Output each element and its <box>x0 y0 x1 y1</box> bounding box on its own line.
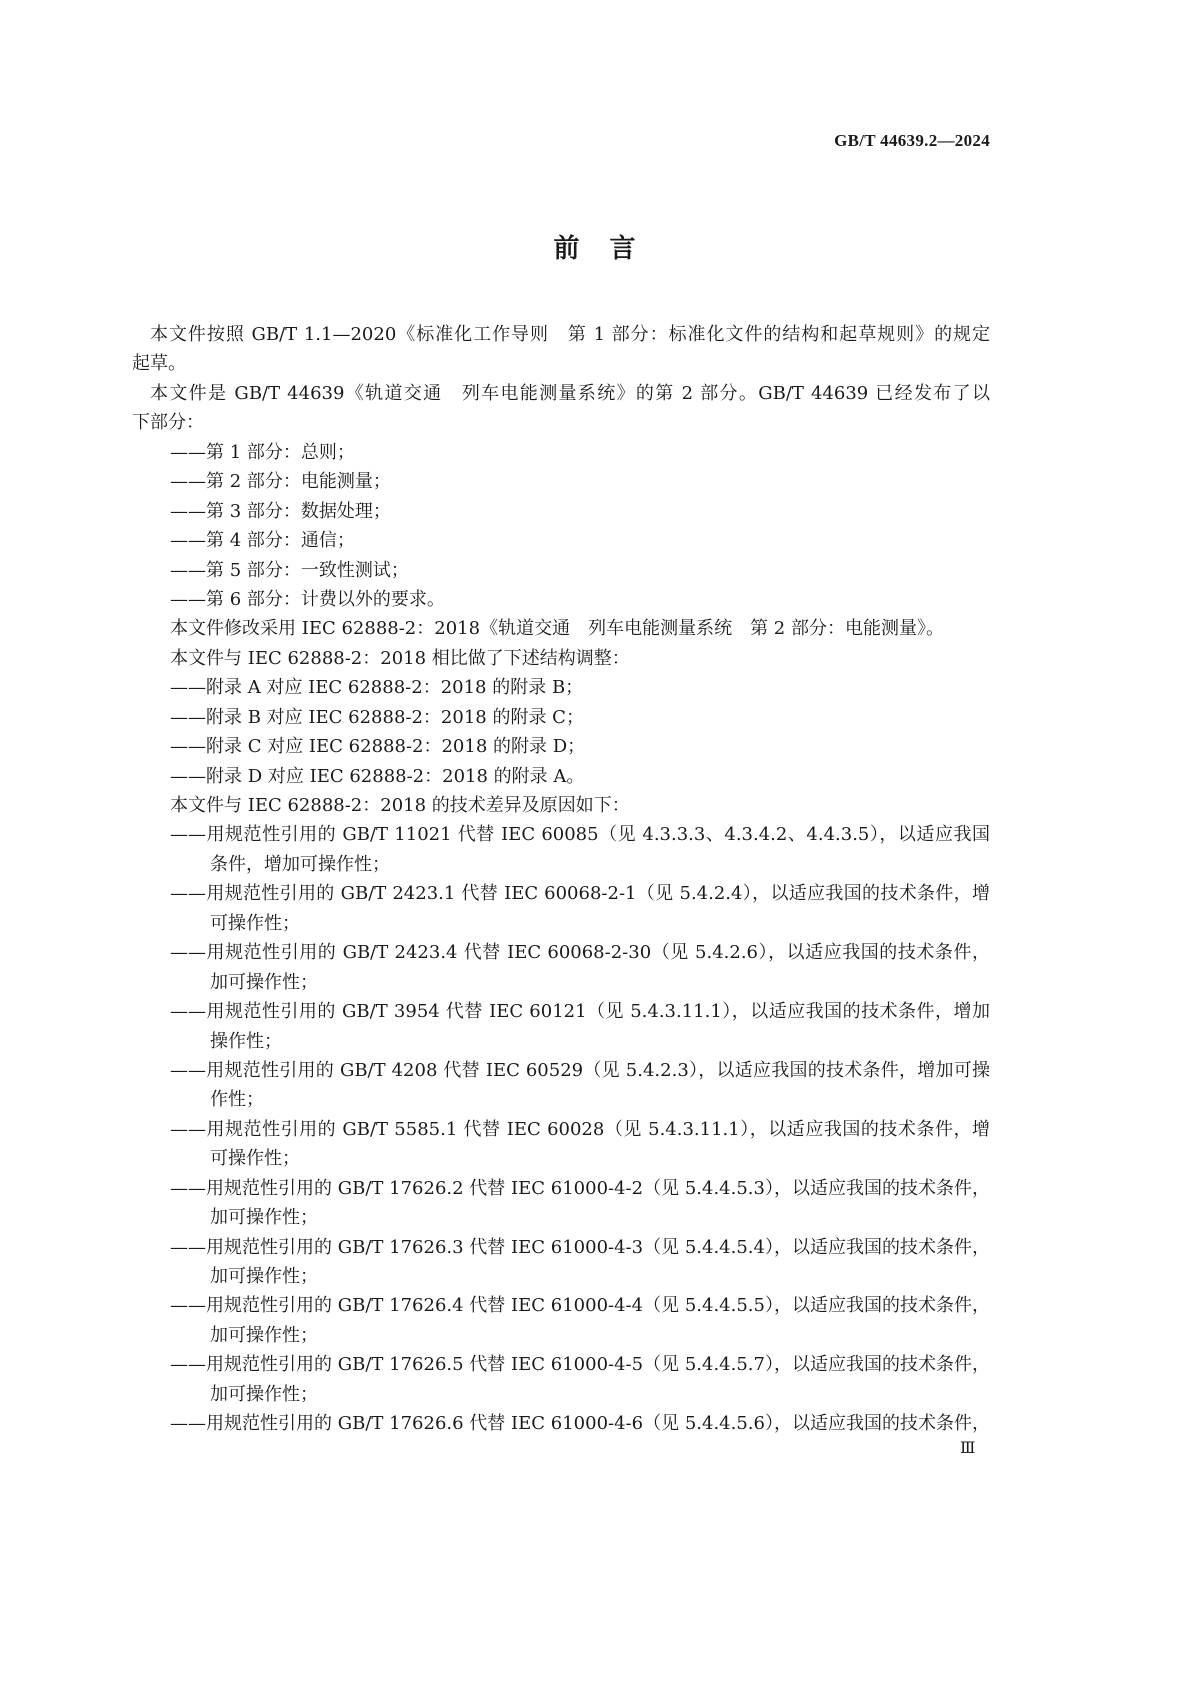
text-line <box>0 644 1191 673</box>
text-line-content: 本文件是 GB/T 44639《轨道交通 列车电能测量系统》的第 2 部分。GB/T 44639 已经发布了以 <box>150 382 990 404</box>
text-line-content: 本文件按照 GB/T 1.1—2020《标准化工作导则 第 1 部分：标准化文件的结构和起草规则》的规定 <box>150 324 990 345</box>
text-line <box>0 320 1191 349</box>
text-line <box>0 408 1191 437</box>
text-line <box>0 585 1191 614</box>
text-line-content: ——第 2 部分：电能测量； <box>170 471 391 493</box>
text-line-content: 作性； <box>210 1089 264 1111</box>
text-line-content: 起草。 <box>132 353 186 375</box>
text-line <box>0 379 1191 408</box>
text-line <box>0 850 1191 879</box>
text-line <box>0 1027 1191 1056</box>
text-line-content: 可操作性； <box>210 912 300 934</box>
text-line-content: 条件，增加可操作性； <box>210 853 390 875</box>
text-line-content: ——用规范性引用的 GB/T 11021 代替 IEC 60085（见 4.3.3.3、4.3.4.2、4.4.3.5），以适应我国 <box>170 824 990 846</box>
text-line <box>0 497 1191 526</box>
text-line <box>0 438 1191 467</box>
text-line-content: ——用规范性引用的 GB/T 5585.1 代替 IEC 60028（见 5.4.3.11.1），以适应我国的技术条件，增 <box>170 1118 990 1140</box>
text-line-content: 本文件与 IEC 62888-2：2018 的技术差异及原因如下： <box>170 795 630 816</box>
text-line-content: ——附录 C 对应 IEC 62888-2：2018 的附录 D； <box>170 736 586 758</box>
text-line-content: 加可操作性； <box>210 1266 318 1287</box>
text-line-content: ——用规范性引用的 GB/T 17626.4 代替 IEC 61000-4-4（见 5.4.4.5.5），以适应我国的技术条件， <box>170 1295 990 1317</box>
text-line <box>0 762 1191 791</box>
text-line <box>0 703 1191 732</box>
text-line <box>0 349 1191 378</box>
foreword-body <box>0 320 1191 1439</box>
text-line-content: 加可操作性； <box>210 971 318 993</box>
text-line-content: ——用规范性引用的 GB/T 17626.2 代替 IEC 61000-4-2（见 5.4.4.5.3），以适应我国的技术条件， <box>170 1177 990 1199</box>
text-line-content: 下部分： <box>132 412 204 434</box>
text-line-content: 加可操作性； <box>210 1207 318 1229</box>
text-line-content: ——附录 D 对应 IEC 62888-2：2018 的附录 A。 <box>170 765 585 787</box>
text-line <box>0 1380 1191 1409</box>
text-line <box>0 791 1191 820</box>
text-line-content: ——用规范性引用的 GB/T 17626.6 代替 IEC 61000-4-6（见 5.4.4.5.6），以适应我国的技术条件， <box>170 1413 990 1435</box>
text-line-content: 加可操作性； <box>210 1324 318 1346</box>
text-line <box>0 938 1191 967</box>
text-line <box>0 968 1191 997</box>
page-number: Ⅲ <box>960 1438 976 1457</box>
text-line <box>0 1233 1191 1262</box>
text-line-content: ——附录 A 对应 IEC 62888-2：2018 的附录 B； <box>170 677 584 699</box>
text-line-content: 加可操作性； <box>210 1383 318 1405</box>
text-line-content: 操作性； <box>210 1030 282 1052</box>
text-line <box>0 1262 1191 1291</box>
text-line <box>0 879 1191 908</box>
text-line <box>0 614 1191 643</box>
text-line-content: ——第 5 部分：一致性测试； <box>170 559 409 581</box>
text-line <box>0 1056 1191 1085</box>
text-line <box>0 1085 1191 1114</box>
text-line-content: ——附录 B 对应 IEC 62888-2：2018 的附录 C； <box>170 706 584 728</box>
text-line <box>0 732 1191 761</box>
document-code-header: GB/T 44639.2—2024 <box>834 131 990 150</box>
text-line-content: 本文件与 IEC 62888-2：2018 相比做了下述结构调整： <box>170 647 630 669</box>
text-line-content: ——第 3 部分：数据处理； <box>170 500 391 522</box>
text-line-content: ——用规范性引用的 GB/T 17626.3 代替 IEC 61000-4-3（见 5.4.4.5.4），以适应我国的技术条件， <box>170 1236 990 1258</box>
page-title: 前 言 <box>553 234 638 264</box>
text-line-content: ——用规范性引用的 GB/T 17626.5 代替 IEC 61000-4-5（见 5.4.4.5.7），以适应我国的技术条件， <box>170 1354 990 1376</box>
text-line <box>0 1409 1191 1438</box>
text-line-content: 本文件修改采用 IEC 62888-2：2018《轨道交通 列车电能测量系统 第 2 部分：电能测量》。 <box>170 618 944 640</box>
text-line <box>0 467 1191 496</box>
text-line-content: ——第 1 部分：总则； <box>170 441 355 463</box>
text-line-content: ——第 6 部分：计费以外的要求。 <box>170 588 445 610</box>
text-line-content: ——用规范性引用的 GB/T 3954 代替 IEC 60121（见 5.4.3.11.1），以适应我国的技术条件，增加 <box>170 1001 990 1023</box>
text-line <box>0 526 1191 555</box>
text-line <box>0 1203 1191 1232</box>
text-line-content: 可操作性； <box>210 1148 300 1170</box>
text-line <box>0 673 1191 702</box>
text-line-content: ——用规范性引用的 GB/T 2423.1 代替 IEC 60068-2-1（见 5.4.2.4），以适应我国的技术条件，增 <box>170 883 990 905</box>
text-line <box>0 1174 1191 1203</box>
text-line <box>0 997 1191 1026</box>
text-line-content: ——用规范性引用的 GB/T 4208 代替 IEC 60529（见 5.4.2.3），以适应我国的技术条件，增加可操 <box>170 1059 990 1081</box>
text-line <box>0 1144 1191 1173</box>
text-line-content: ——用规范性引用的 GB/T 2423.4 代替 IEC 60068-2-30（见 5.4.2.6），以适应我国的技术条件， <box>170 942 990 964</box>
text-line <box>0 556 1191 585</box>
text-line-content: ——第 4 部分：通信； <box>170 530 355 552</box>
text-line <box>0 1291 1191 1320</box>
text-line <box>0 820 1191 849</box>
text-line <box>0 1350 1191 1379</box>
text-line <box>0 1321 1191 1350</box>
text-line <box>0 1115 1191 1144</box>
text-line <box>0 909 1191 938</box>
